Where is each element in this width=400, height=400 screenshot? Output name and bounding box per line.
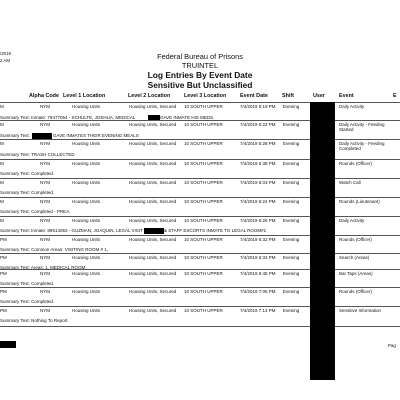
footer-redaction: [0, 341, 16, 348]
cell-lead: M: [0, 122, 4, 127]
table-row: [0, 271, 400, 285]
cell-date: 7/4/2019 5:28 PM: [240, 141, 276, 146]
table-row: [0, 161, 400, 175]
cell-l3: 10 SOUTH UPPER: [184, 271, 223, 276]
cell-date: 7/4/2019 5:38 PM: [240, 161, 276, 166]
cell-shift: Evening: [283, 237, 300, 242]
cell-alpha: NYM: [40, 308, 50, 313]
cell-event-continued: Completed: [339, 146, 361, 151]
cell-event: Rounds (Officer): [339, 237, 372, 242]
cell-event: Daily Activity: [339, 218, 365, 223]
cell-event-continued: Started: [339, 127, 354, 132]
cell-event: Search (Areas): [339, 255, 370, 260]
cell-lead: PM: [0, 308, 7, 313]
cell-alpha: NYM: [40, 255, 50, 260]
col-e: E: [393, 93, 397, 99]
system-name: TRUINTEL: [181, 61, 219, 70]
cell-l1: Housing Units: [72, 271, 101, 276]
row-divider: [0, 253, 400, 254]
row-divider: [0, 159, 400, 160]
cell-l3: 10 SOUTH UPPER: [184, 255, 223, 260]
cell-l1: Housing Units: [72, 308, 101, 313]
summary-text-continued: & STAFF ESCORTS INMATE TO LEGAL ROOM#1: [164, 228, 267, 233]
cell-l3: 10 SOUTH UPPER: [184, 308, 223, 313]
cell-event: Daily Activity - Feeding: [339, 141, 385, 146]
summary-text: Summary Text: Completed - PREA.: [0, 209, 71, 214]
cell-event: Rounds (Officer): [339, 289, 372, 294]
cell-l1: Housing Units: [72, 122, 101, 127]
cell-shift: Evening: [283, 218, 300, 223]
cell-l1: Housing Units: [72, 255, 101, 260]
col-shift: Shift: [282, 93, 294, 99]
cell-l2: Housing Units, Secured: [129, 141, 177, 146]
col-level1: Level 1 Location: [63, 93, 106, 99]
cell-shift: Evening: [283, 180, 300, 185]
cell-event: Watch Call: [339, 180, 361, 185]
cell-date: 7/4/2019 6:48 PM: [240, 271, 276, 276]
col-level2: Level 2 Location: [128, 93, 171, 99]
cell-lead: M: [0, 180, 4, 185]
cell-alpha: NYM: [40, 289, 50, 294]
cell-date: 7/4/2019 6:34 PM: [240, 255, 276, 260]
summary-text-continued: GAVE INMATE HIS MEDS.: [160, 115, 215, 120]
cell-l2: Housing Units, Secured: [129, 255, 177, 260]
cell-l2: Housing Units, Secured: [129, 237, 177, 242]
col-alpha-code: Alpha Code: [29, 93, 59, 99]
cell-alpha: NYM: [40, 237, 50, 242]
cell-shift: Evening: [283, 308, 300, 313]
cell-l1: Housing Units: [72, 161, 101, 166]
cell-l3: 10 SOUTH UPPER: [184, 122, 223, 127]
cell-shift: Evening: [283, 289, 300, 294]
cell-l1: Housing Units: [72, 199, 101, 204]
cell-lead: M: [0, 161, 4, 166]
cell-alpha: NYM: [40, 271, 50, 276]
summary-redaction: [32, 133, 52, 139]
cell-l1: Housing Units: [72, 218, 101, 223]
summary-text: Summary Text: Completed.: [0, 299, 55, 304]
cell-event: Bar Taps (Areas): [339, 271, 373, 276]
col-level3: Level 3 Location: [184, 93, 227, 99]
summary-text: Summary Text: Common Areas: VISITING ROOM # 1,: [0, 247, 108, 252]
cell-date: 7/4/2019 6:24 PM: [240, 199, 276, 204]
summary-text: Summary Text: Nothing To Report.: [0, 318, 69, 323]
col-user: User: [313, 93, 325, 99]
cell-date: 7/4/2019 6:32 PM: [240, 237, 276, 242]
classification-label: Sensitive But Unclassified: [147, 80, 253, 90]
cell-l2: Housing Units, Secured: [129, 104, 177, 109]
cell-l1: Housing Units: [72, 104, 101, 109]
cell-lead: M: [0, 104, 4, 109]
print-date: /2019: [0, 51, 11, 56]
cell-date: 7/4/2019 7:06 PM: [240, 289, 276, 294]
cell-l2: Housing Units, Secured: [129, 271, 177, 276]
summary-text-continued: GAVE INMATES THEIR EVENING MEALS: [53, 133, 139, 138]
agency-title: Federal Bureau of Prisons: [157, 52, 243, 61]
user-column-redaction: [310, 102, 335, 380]
row-divider: [0, 216, 400, 217]
cell-lead: PM: [0, 237, 7, 242]
report-title: Log Entries By Event Date: [147, 70, 253, 80]
cell-l2: Housing Units, Secured: [129, 289, 177, 294]
summary-text: Summary Text: Completed.: [0, 190, 55, 195]
summary-text: Summary Text: Completed.: [0, 281, 55, 286]
cell-l1: Housing Units: [72, 180, 101, 185]
cell-shift: Evening: [283, 199, 300, 204]
cell-lead: M: [0, 141, 4, 146]
cell-l3: 10 SOUTH UPPER: [184, 218, 223, 223]
cell-date: 7/4/2019 6:26 PM: [240, 218, 276, 223]
cell-date: 7/4/2019 6:03 PM: [240, 180, 276, 185]
cell-l3: 10 SOUTH UPPER: [184, 161, 223, 166]
col-event: Event: [339, 93, 354, 99]
cell-event: Daily Activity - Feeding: [339, 122, 385, 127]
page-number: Pag: [388, 343, 396, 348]
cell-l3: 10 SOUTH UPPER: [184, 199, 223, 204]
cell-l3: 10 SOUTH UPPER: [184, 237, 223, 242]
cell-event: Rounds (Officer): [339, 161, 372, 166]
cell-l3: 10 SOUTH UPPER: [184, 141, 223, 146]
cell-l3: 10 SOUTH UPPER: [184, 180, 223, 185]
cell-l2: Housing Units, Secured: [129, 180, 177, 185]
cell-date: 7/4/2019 5:19 PM: [240, 104, 276, 109]
cell-lead: PM: [0, 271, 7, 276]
cell-shift: Evening: [283, 255, 300, 260]
column-header-row: [0, 93, 400, 101]
cell-lead: M: [0, 199, 4, 204]
cell-date: 7/4/2019 7:13 PM: [240, 308, 276, 313]
summary-text: Summary Text: Completed.: [0, 171, 55, 176]
cell-alpha: NYM: [40, 161, 50, 166]
summary-text: Summary Text: Inmate: 79477054 - SCHULTE, JOSHUA, MEDICAL: [0, 115, 136, 120]
row-divider: [0, 235, 400, 236]
cell-alpha: NYM: [40, 122, 50, 127]
cell-alpha: NYM: [40, 104, 50, 109]
col-event-date: Event Date: [240, 93, 268, 99]
summary-text: Summary Text: TRASH COLLECTED: [0, 152, 75, 157]
cell-shift: Evening: [283, 104, 300, 109]
cell-shift: Evening: [283, 271, 300, 276]
cell-alpha: NYM: [40, 199, 50, 204]
cell-l3: 10 SOUTH UPPER: [184, 104, 223, 109]
cell-event: Rounds (Lieutenant): [339, 199, 380, 204]
cell-lead: M: [0, 218, 4, 223]
table-row: [0, 180, 400, 194]
cell-lead: PM: [0, 255, 7, 260]
cell-shift: Evening: [283, 161, 300, 166]
cell-l1: Housing Units: [72, 141, 101, 146]
cell-l2: Housing Units, Secured: [129, 122, 177, 127]
cell-l2: Housing Units, Secured: [129, 199, 177, 204]
cell-date: 7/4/2019 5:22 PM: [240, 122, 276, 127]
cell-event: Daily Activity: [339, 104, 365, 109]
row-divider: [0, 120, 400, 121]
cell-event: Sensitive Information: [339, 308, 382, 313]
header-divider: [0, 102, 400, 103]
cell-l3: 10 SOUTH UPPER: [184, 289, 223, 294]
cell-shift: Evening: [283, 122, 300, 127]
summary-redaction: [144, 228, 164, 234]
cell-l2: Housing Units, Secured: [129, 308, 177, 313]
summary-text: Summary Text: Inmate: 89614053 - GUZMAN, JOAQUIN, LEGAL VISIT: [0, 228, 143, 233]
cell-shift: Evening: [283, 141, 300, 146]
cell-l1: Housing Units: [72, 289, 101, 294]
row-divider: [0, 178, 400, 179]
row-divider: [0, 197, 400, 198]
cell-alpha: NYM: [40, 180, 50, 185]
row-divider: [0, 139, 400, 140]
cell-alpha: NYM: [40, 141, 50, 146]
print-time: 2 AM: [0, 58, 11, 63]
cell-alpha: NYM: [40, 218, 50, 223]
cell-l1: Housing Units: [72, 237, 101, 242]
summary-text: Summary Text: Areas: 1, MEDICAL ROOM: [0, 265, 86, 270]
cell-l2: Housing Units, Secured: [129, 218, 177, 223]
row-divider: [0, 287, 400, 288]
row-divider: [0, 306, 400, 307]
row-divider: [0, 269, 400, 270]
cell-l2: Housing Units, Secured: [129, 161, 177, 166]
table-row: [0, 289, 400, 303]
cell-lead: PM: [0, 289, 7, 294]
row-divider: [0, 326, 400, 327]
summary-text: Summary Text:: [0, 133, 30, 138]
